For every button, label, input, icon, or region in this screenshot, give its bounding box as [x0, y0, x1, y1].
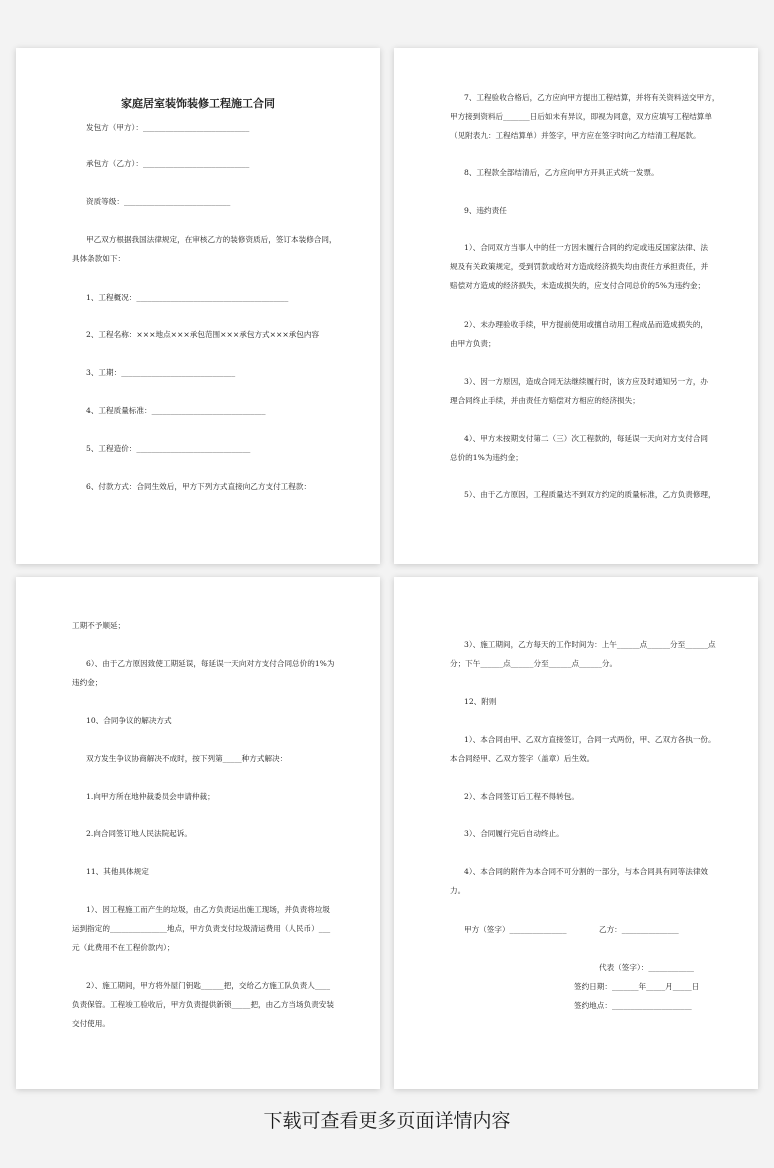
contract-line: 元（此费用不在工程价款内）； [72, 943, 175, 952]
contract-line: （见附表九：工程结算单）并签字，甲方应在签字时向乙方结清工程尾款。 [450, 131, 701, 140]
contract-page-4 [394, 577, 758, 1089]
contract-line: 6、付款方式：合同生效后，甲方下列方式直接向乙方支付工程款： [86, 482, 312, 491]
contract-line: 4、工程质量标准：______________________________ [86, 406, 266, 415]
contract-line: 11、其他具体规定 [86, 867, 149, 876]
contract-line: 3）、合同履行完后自动终止。 [464, 829, 564, 838]
signing-date: 签约日期：_______年_____月_____日 [574, 982, 700, 991]
contract-page-1 [16, 48, 380, 564]
contract-line: 总价的1%为违约金； [450, 453, 523, 462]
contract-line: 规及有关政策规定，受到罚款或给对方造成经济损失均由责任方承担责任，并 [450, 262, 709, 271]
contract-line: 9、违约责任 [464, 206, 507, 215]
contract-line: 2）、施工期间，甲方将外屋门钥匙______把，交给乙方施工队负责人____ [86, 981, 331, 990]
contract-line: 4）、甲方未按期支付第二（三）次工程款的，每延误一天向对方支付合同 [464, 434, 709, 443]
contract-line: 4）、本合同的附件为本合同不可分割的一部分，与本合同具有同等法律效 [464, 867, 709, 876]
contract-line: 承包方（乙方）：____________________________ [86, 159, 250, 168]
contract-line: 资质等级：____________________________ [86, 197, 231, 206]
contract-line: 2.向合同签订地人民法院起诉。 [86, 829, 192, 838]
contract-line: 2、工程名称：×××地点×××承包范围×××承包方式×××承包内容 [86, 330, 320, 339]
contract-line: 2）、未办理验收手续，甲方提前使用或擅自动用工程成品而造成损失的， [464, 320, 709, 329]
contract-line: 1、工程概况：________________________________________ [86, 293, 289, 302]
contract-line: 3）、因一方原因，造成合同无法继续履行时，该方应及时通知另一方，办 [464, 377, 709, 386]
contract-line: 发包方（甲方）：____________________________ [86, 123, 250, 132]
signature-party-a: 甲方（签字）_______________ [464, 925, 567, 934]
contract-line: 分；下午______点______分至______点______分。 [450, 659, 618, 668]
representative-signature: 代表（签字）：____________ [599, 963, 694, 972]
contract-line: 违约金； [72, 678, 103, 687]
contract-line: 3、工期：______________________________ [86, 368, 236, 377]
contract-line: 甲方接到资料后_______日后如未有异议，即视为同意，双方应填写工程结算单 [450, 112, 712, 121]
contract-page-3 [16, 577, 380, 1089]
contract-line: 赔偿对方造成的经济损失，未造成损失的，应支付合同总价的5%为违约金； [450, 281, 706, 290]
contract-line: 5）、由于乙方原因，工程质量达不到双方约定的质量标准，乙方负责修理， [464, 490, 716, 499]
contract-line: 交付使用。 [72, 1019, 110, 1028]
contract-line: 甲乙双方根据我国法律规定，在审核乙方的装修资质后，签订本装修合同， [86, 235, 337, 244]
contract-line: 8、工程款全部结清后，乙方应向甲方开具正式统一发票。 [464, 168, 659, 177]
contract-line: 工期不予顺延； [72, 621, 126, 630]
contract-line: 运到指定的_______________地点，甲方负责支付垃圾清运费用（人民币）___ [72, 924, 331, 933]
contract-line: 1）、本合同由甲、乙双方直接签订，合同一式两份，甲、乙双方各执一份。 [464, 735, 716, 744]
contract-line: 3）、施工期间，乙方每天的工作时间为：上午______点______分至______点 [464, 640, 716, 649]
contract-line: 双方发生争议协商解决不成时，按下列第_____种方式解决： [86, 754, 288, 763]
contract-line: 10、合同争议的解决方式 [86, 716, 172, 725]
contract-title: 家庭居室装饰装修工程施工合同 [121, 97, 275, 110]
contract-line: 7、工程验收合格后，乙方应向甲方提出工程结算，并将有关资料送交甲方， [464, 93, 720, 102]
signing-place: 签约地点：_____________________ [574, 1001, 692, 1010]
signature-party-b: 乙方：_______________ [599, 925, 679, 934]
contract-page-2 [394, 48, 758, 564]
contract-line: 负责保管。工程竣工验收后，甲方负责提供新锁_____把，由乙方当场负责安装 [72, 1000, 334, 1009]
contract-line: 1）、合同双方当事人中的任一方因未履行合同的约定或违反国家法律、法 [464, 243, 709, 252]
contract-line: 具体条款如下： [72, 254, 126, 263]
contract-line: 1.向甲方所在地仲裁委员会申请仲裁； [86, 792, 215, 801]
contract-line: 2）、本合同签订后工程不得转包。 [464, 792, 579, 801]
contract-line: 力。 [450, 886, 466, 895]
contract-line: 理合同终止手续，并由责任方赔偿对方相应的经济损失； [450, 396, 640, 405]
contract-line: 1）、因工程施工而产生的垃圾，由乙方负责运出施工现场，并负责将垃圾 [86, 905, 331, 914]
contract-line: 由甲方负责； [450, 339, 496, 348]
contract-line: 5、工程造价：______________________________ [86, 444, 251, 453]
contract-line: 6）、由于乙方原因致使工期延误，每延误一天向对方支付合同总价的1%为 [86, 659, 335, 668]
contract-line: 12、附则 [464, 697, 497, 706]
download-more-caption: 下载可查看更多页面详情内容 [263, 1110, 511, 1132]
contract-line: 本合同经甲、乙双方签字（盖章）后生效。 [450, 754, 595, 763]
